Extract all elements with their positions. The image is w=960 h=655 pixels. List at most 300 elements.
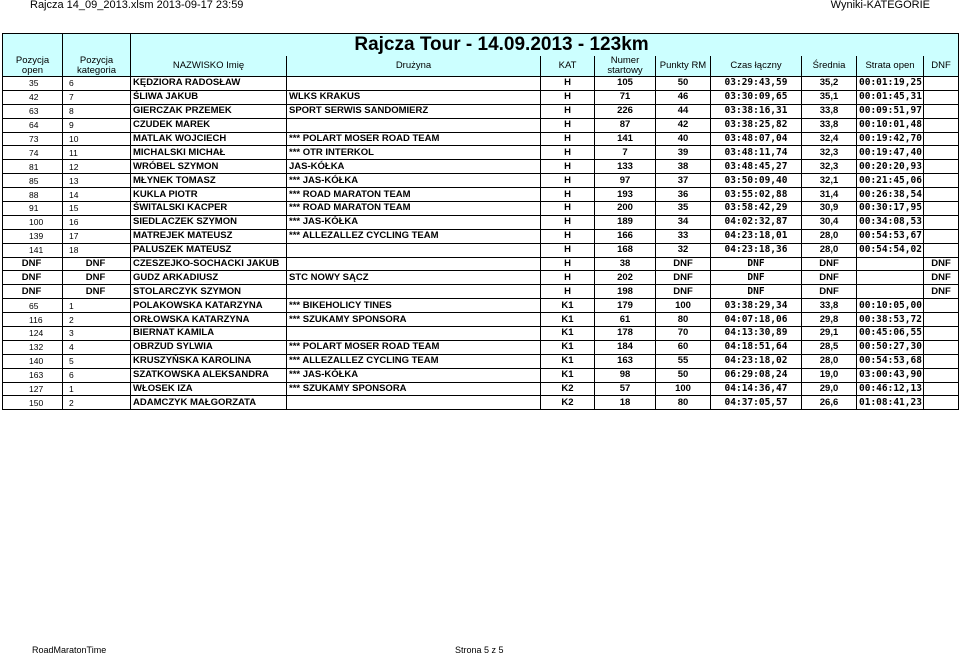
cell-loss: 00:01:19,25	[857, 77, 924, 91]
table-row	[3, 146, 959, 160]
cell-loss: 00:34:08,53	[857, 215, 924, 229]
page-title: Rajcza Tour - 14.09.2013 - 123km	[131, 34, 959, 57]
results-table	[2, 33, 959, 410]
cell-avg: 32,3	[802, 146, 857, 160]
cell-avg: 26,6	[802, 396, 857, 410]
cell-avg: 32,4	[802, 132, 857, 146]
cell-kat: H	[541, 90, 595, 104]
table-row	[3, 299, 959, 313]
cell-pos-open: 63	[3, 104, 63, 118]
cell-time: 03:48:11,74	[711, 146, 802, 160]
cell-dnf	[924, 243, 959, 257]
cell-number: 7	[595, 146, 656, 160]
title-row	[3, 34, 959, 57]
cell-number: 178	[595, 327, 656, 341]
table-row	[3, 188, 959, 202]
cell-time: 04:23:18,02	[711, 354, 802, 368]
cell-kat: H	[541, 271, 595, 285]
cell-team: *** ALLEZALLEZ CYCLING TEAM	[287, 354, 541, 368]
cell-kat: H	[541, 174, 595, 188]
cell-loss: 00:20:20,93	[857, 160, 924, 174]
cell-pos-open: 140	[3, 354, 63, 368]
table-row	[3, 229, 959, 243]
cell-number: 61	[595, 313, 656, 327]
table-row	[3, 243, 959, 257]
cell-team: *** JAS-KÓŁKA	[287, 215, 541, 229]
cell-pos-kat: 8	[63, 104, 131, 118]
cell-name: PALUSZEK MATEUSZ	[131, 243, 287, 257]
cell-number: 198	[595, 285, 656, 299]
cell-pos-kat: 6	[63, 77, 131, 91]
cell-pos-open: 100	[3, 215, 63, 229]
cell-number: 87	[595, 118, 656, 132]
cell-loss: 00:54:53,67	[857, 229, 924, 243]
cell-pos-kat: 16	[63, 215, 131, 229]
cell-loss: 00:19:42,70	[857, 132, 924, 146]
cell-loss: 00:19:47,40	[857, 146, 924, 160]
cell-name: MATLAK WOJCIECH	[131, 132, 287, 146]
cell-loss: 00:54:54,02	[857, 243, 924, 257]
cell-loss: 00:10:01,48	[857, 118, 924, 132]
cell-points: 42	[656, 118, 711, 132]
cell-time: 03:50:09,40	[711, 174, 802, 188]
cell-points: DNF	[656, 285, 711, 299]
cell-pos-open: DNF	[3, 257, 63, 271]
cell-dnf	[924, 132, 959, 146]
cell-name: WŁOSEK IZA	[131, 382, 287, 396]
cell-pos-kat: 7	[63, 90, 131, 104]
cell-points: 80	[656, 396, 711, 410]
cell-team: *** SZUKAMY SPONSORA	[287, 382, 541, 396]
cell-time: DNF	[711, 285, 802, 299]
cell-pos-open: 163	[3, 368, 63, 382]
col-header-avg: Średnia	[802, 56, 857, 77]
cell-team	[287, 285, 541, 299]
cell-number: 141	[595, 132, 656, 146]
cell-time: 04:07:18,06	[711, 313, 802, 327]
cell-dnf	[924, 90, 959, 104]
table-row	[3, 118, 959, 132]
cell-points: 55	[656, 354, 711, 368]
cell-kat: H	[541, 118, 595, 132]
cell-time: 04:13:30,89	[711, 327, 802, 341]
cell-loss: 00:46:12,13	[857, 382, 924, 396]
cell-avg: 33,8	[802, 104, 857, 118]
cell-number: 18	[595, 396, 656, 410]
cell-number: 189	[595, 215, 656, 229]
cell-number: 179	[595, 299, 656, 313]
cell-time: 04:18:51,64	[711, 340, 802, 354]
cell-pos-kat: DNF	[63, 271, 131, 285]
cell-name: KĘDZIORA RADOSŁAW	[131, 77, 287, 91]
cell-dnf	[924, 299, 959, 313]
cell-time: 04:02:32,87	[711, 215, 802, 229]
col-header-name: NAZWISKO Imię	[131, 56, 287, 77]
cell-kat: K1	[541, 368, 595, 382]
cell-number: 38	[595, 257, 656, 271]
cell-kat: H	[541, 77, 595, 91]
cell-kat: K2	[541, 396, 595, 410]
cell-pos-kat: 14	[63, 188, 131, 202]
cell-loss: 00:01:45,31	[857, 90, 924, 104]
cell-loss: 00:21:45,06	[857, 174, 924, 188]
cell-points: 50	[656, 368, 711, 382]
cell-kat: H	[541, 215, 595, 229]
cell-points: 32	[656, 243, 711, 257]
col-header-kat: KAT	[541, 56, 595, 77]
cell-points: 80	[656, 313, 711, 327]
cell-kat: H	[541, 132, 595, 146]
cell-points: 38	[656, 160, 711, 174]
cell-dnf	[924, 146, 959, 160]
cell-avg: 31,4	[802, 188, 857, 202]
cell-kat: H	[541, 229, 595, 243]
cell-time: 04:37:05,57	[711, 396, 802, 410]
cell-pos-open: DNF	[3, 271, 63, 285]
table-row	[3, 313, 959, 327]
cell-avg: 28,5	[802, 340, 857, 354]
cell-name: MICHALSKI MICHAŁ	[131, 146, 287, 160]
cell-pos-open: 64	[3, 118, 63, 132]
cell-loss	[857, 257, 924, 271]
cell-dnf: DNF	[924, 271, 959, 285]
cell-dnf	[924, 215, 959, 229]
cell-kat: K1	[541, 354, 595, 368]
cell-kat: H	[541, 257, 595, 271]
cell-dnf	[924, 77, 959, 91]
cell-pos-kat: 11	[63, 146, 131, 160]
cell-name: CZUDEK MAREK	[131, 118, 287, 132]
cell-avg: 28,0	[802, 229, 857, 243]
cell-kat: K1	[541, 299, 595, 313]
cell-dnf	[924, 104, 959, 118]
cell-kat: H	[541, 160, 595, 174]
cell-avg: 35,2	[802, 77, 857, 91]
cell-team: SPORT SERWIS SANDOMIERZ	[287, 104, 541, 118]
cell-kat: K1	[541, 313, 595, 327]
cell-avg: 29,0	[802, 382, 857, 396]
cell-loss	[857, 285, 924, 299]
col-header-number: Numer startowy	[595, 56, 656, 77]
cell-loss: 00:54:53,68	[857, 354, 924, 368]
cell-kat: H	[541, 146, 595, 160]
cell-pos-kat: 3	[63, 327, 131, 341]
cell-dnf	[924, 354, 959, 368]
cell-number: 57	[595, 382, 656, 396]
cell-team: *** ALLEZALLEZ CYCLING TEAM	[287, 229, 541, 243]
cell-pos-kat: 12	[63, 160, 131, 174]
cell-avg: 30,9	[802, 202, 857, 216]
cell-pos-open: 139	[3, 229, 63, 243]
col-header-team: Drużyna	[287, 56, 541, 77]
cell-time: 03:30:09,65	[711, 90, 802, 104]
cell-team	[287, 77, 541, 91]
col-header-dnf: DNF	[924, 56, 959, 77]
cell-loss: 00:10:05,00	[857, 299, 924, 313]
cell-number: 193	[595, 188, 656, 202]
cell-dnf	[924, 202, 959, 216]
cell-name: OBRZUD SYLWIA	[131, 340, 287, 354]
cell-kat: H	[541, 104, 595, 118]
table-row	[3, 354, 959, 368]
cell-pos-open: 85	[3, 174, 63, 188]
table-row	[3, 382, 959, 396]
cell-pos-open: 35	[3, 77, 63, 91]
cell-kat: H	[541, 243, 595, 257]
cell-kat: K2	[541, 382, 595, 396]
table-row	[3, 257, 959, 271]
cell-pos-kat: 15	[63, 202, 131, 216]
cell-team	[287, 243, 541, 257]
table-row	[3, 340, 959, 354]
cell-kat: H	[541, 202, 595, 216]
cell-kat: K1	[541, 327, 595, 341]
cell-pos-open: 141	[3, 243, 63, 257]
cell-pos-open: 88	[3, 188, 63, 202]
cell-name: MŁYNEK TOMASZ	[131, 174, 287, 188]
cell-pos-open: 91	[3, 202, 63, 216]
cell-avg: 29,8	[802, 313, 857, 327]
table-row	[3, 327, 959, 341]
cell-avg: DNF	[802, 285, 857, 299]
cell-loss: 00:30:17,95	[857, 202, 924, 216]
cell-number: 71	[595, 90, 656, 104]
cell-points: 100	[656, 382, 711, 396]
cell-team	[287, 118, 541, 132]
table-row	[3, 77, 959, 91]
col-header-loss: Strata open	[857, 56, 924, 77]
table-row	[3, 90, 959, 104]
cell-avg: 28,0	[802, 243, 857, 257]
cell-time: 03:38:29,34	[711, 299, 802, 313]
cell-pos-kat: 13	[63, 174, 131, 188]
col-header-pos-open: Pozycja open	[3, 56, 63, 77]
cell-pos-kat: 2	[63, 396, 131, 410]
cell-name: CZESZEJKO-SOCHACKI JAKUB	[131, 257, 287, 271]
cell-pos-open: 132	[3, 340, 63, 354]
header-row	[3, 56, 959, 77]
cell-number: 166	[595, 229, 656, 243]
cell-number: 105	[595, 77, 656, 91]
cell-team: *** JAS-KÓŁKA	[287, 368, 541, 382]
cell-loss: 00:38:53,72	[857, 313, 924, 327]
cell-points: 46	[656, 90, 711, 104]
cell-pos-open: 116	[3, 313, 63, 327]
cell-name: ŚLIWA JAKUB	[131, 90, 287, 104]
cell-dnf: DNF	[924, 285, 959, 299]
cell-loss: 01:08:41,23	[857, 396, 924, 410]
cell-kat: H	[541, 188, 595, 202]
cell-number: 200	[595, 202, 656, 216]
cell-pos-open: DNF	[3, 285, 63, 299]
cell-avg: 32,3	[802, 160, 857, 174]
cell-pos-open: 42	[3, 90, 63, 104]
cell-name: SIEDLACZEK SZYMON	[131, 215, 287, 229]
cell-dnf	[924, 382, 959, 396]
cell-number: 133	[595, 160, 656, 174]
cell-points: 70	[656, 327, 711, 341]
cell-time: 03:55:02,88	[711, 188, 802, 202]
table-row	[3, 202, 959, 216]
cell-team: *** ROAD MARATON TEAM	[287, 188, 541, 202]
cell-points: 35	[656, 202, 711, 216]
cell-team: *** ROAD MARATON TEAM	[287, 202, 541, 216]
cell-points: 39	[656, 146, 711, 160]
cell-time: 03:38:16,31	[711, 104, 802, 118]
cell-time: 04:23:18,01	[711, 229, 802, 243]
cell-points: 36	[656, 188, 711, 202]
cell-time: 04:23:18,36	[711, 243, 802, 257]
cell-name: WRÓBEL SZYMON	[131, 160, 287, 174]
table-row	[3, 368, 959, 382]
cell-pos-kat: 18	[63, 243, 131, 257]
cell-team: WLKS KRAKUS	[287, 90, 541, 104]
cell-team: *** JAS-KÓŁKA	[287, 174, 541, 188]
cell-pos-kat: 6	[63, 368, 131, 382]
cell-name: GIERCZAK PRZEMEK	[131, 104, 287, 118]
cell-loss: 00:50:27,30	[857, 340, 924, 354]
cell-pos-kat: DNF	[63, 285, 131, 299]
cell-points: 34	[656, 215, 711, 229]
cell-name: ORŁOWSKA KATARZYNA	[131, 313, 287, 327]
cell-pos-open: 124	[3, 327, 63, 341]
cell-time: 03:58:42,29	[711, 202, 802, 216]
cell-pos-open: 81	[3, 160, 63, 174]
cell-number: 226	[595, 104, 656, 118]
cell-avg: DNF	[802, 257, 857, 271]
cell-pos-kat: 2	[63, 313, 131, 327]
cell-loss	[857, 271, 924, 285]
cell-pos-kat: DNF	[63, 257, 131, 271]
cell-loss: 00:26:38,54	[857, 188, 924, 202]
page-number: Strona 5 z 5	[455, 645, 504, 655]
cell-pos-kat: 9	[63, 118, 131, 132]
cell-pos-open: 150	[3, 396, 63, 410]
table-row	[3, 215, 959, 229]
cell-dnf	[924, 188, 959, 202]
cell-loss: 00:45:06,55	[857, 327, 924, 341]
cell-name: MATREJEK MATEUSZ	[131, 229, 287, 243]
cell-name: ŚWITALSKI KACPER	[131, 202, 287, 216]
cell-pos-open: 74	[3, 146, 63, 160]
cell-time: 03:48:45,27	[711, 160, 802, 174]
cell-avg: 29,1	[802, 327, 857, 341]
cell-team	[287, 257, 541, 271]
cell-loss: 03:00:43,90	[857, 368, 924, 382]
cell-team: *** POLART MOSER ROAD TEAM	[287, 132, 541, 146]
cell-dnf	[924, 174, 959, 188]
cell-points: 37	[656, 174, 711, 188]
cell-name: KRUSZYŃSKA KAROLINA	[131, 354, 287, 368]
cell-pos-kat: 4	[63, 340, 131, 354]
cell-avg: 33,8	[802, 299, 857, 313]
sheet-name-header: Wyniki-KATEGORIE	[830, 0, 930, 11]
cell-name: BIERNAT KAMILA	[131, 327, 287, 341]
cell-points: DNF	[656, 271, 711, 285]
cell-number: 163	[595, 354, 656, 368]
col-header-pos-kat: Pozycja kategoria	[63, 56, 131, 77]
cell-points: DNF	[656, 257, 711, 271]
cell-dnf	[924, 160, 959, 174]
cell-avg: 35,1	[802, 90, 857, 104]
cell-team: *** SZUKAMY SPONSORA	[287, 313, 541, 327]
table-row	[3, 396, 959, 410]
cell-avg: DNF	[802, 271, 857, 285]
cell-pos-kat: 10	[63, 132, 131, 146]
cell-team	[287, 327, 541, 341]
cell-dnf	[924, 229, 959, 243]
cell-pos-kat: 5	[63, 354, 131, 368]
cell-avg: 33,8	[802, 118, 857, 132]
col-header-time: Czas łączny	[711, 56, 802, 77]
cell-pos-open: 65	[3, 299, 63, 313]
cell-number: 168	[595, 243, 656, 257]
cell-pos-kat: 1	[63, 382, 131, 396]
cell-name: GUDZ ARKADIUSZ	[131, 271, 287, 285]
cell-number: 184	[595, 340, 656, 354]
cell-time: 03:48:07,04	[711, 132, 802, 146]
cell-name: STOLARCZYK SZYMON	[131, 285, 287, 299]
cell-dnf	[924, 340, 959, 354]
cell-team: *** OTR INTERKOL	[287, 146, 541, 160]
cell-dnf	[924, 313, 959, 327]
cell-dnf	[924, 368, 959, 382]
file-name-header: Rajcza 14_09_2013.xlsm 2013-09-17 23:59	[30, 0, 244, 11]
cell-points: 44	[656, 104, 711, 118]
table-row	[3, 132, 959, 146]
cell-dnf	[924, 118, 959, 132]
cell-avg: 28,0	[802, 354, 857, 368]
cell-name: SZATKOWSKA ALEKSANDRA	[131, 368, 287, 382]
cell-dnf	[924, 327, 959, 341]
cell-kat: H	[541, 285, 595, 299]
cell-name: KUKLA PIOTR	[131, 188, 287, 202]
cell-name: POLAKOWSKA KATARZYNA	[131, 299, 287, 313]
cell-number: 97	[595, 174, 656, 188]
cell-points: 33	[656, 229, 711, 243]
col-header-points: Punkty RM	[656, 56, 711, 77]
cell-dnf: DNF	[924, 257, 959, 271]
cell-name: ADAMCZYK MAŁGORZATA	[131, 396, 287, 410]
cell-team: *** POLART MOSER ROAD TEAM	[287, 340, 541, 354]
cell-team: *** BIKEHOLICY TINES	[287, 299, 541, 313]
cell-team: JAS-KÓŁKA	[287, 160, 541, 174]
cell-team: STC NOWY SĄCZ	[287, 271, 541, 285]
cell-number: 202	[595, 271, 656, 285]
footer-left: RoadMaratonTime	[32, 645, 107, 655]
cell-kat: K1	[541, 340, 595, 354]
cell-number: 98	[595, 368, 656, 382]
cell-avg: 19,0	[802, 368, 857, 382]
cell-pos-kat: 17	[63, 229, 131, 243]
table-row	[3, 271, 959, 285]
cell-dnf	[924, 396, 959, 410]
cell-pos-open: 73	[3, 132, 63, 146]
cell-time: DNF	[711, 271, 802, 285]
cell-points: 40	[656, 132, 711, 146]
cell-loss: 00:09:51,97	[857, 104, 924, 118]
cell-time: 04:14:36,47	[711, 382, 802, 396]
table-row	[3, 104, 959, 118]
cell-pos-kat: 1	[63, 299, 131, 313]
cell-points: 60	[656, 340, 711, 354]
cell-team	[287, 396, 541, 410]
table-row	[3, 174, 959, 188]
table-row	[3, 160, 959, 174]
cell-time: DNF	[711, 257, 802, 271]
cell-avg: 32,1	[802, 174, 857, 188]
cell-avg: 30,4	[802, 215, 857, 229]
